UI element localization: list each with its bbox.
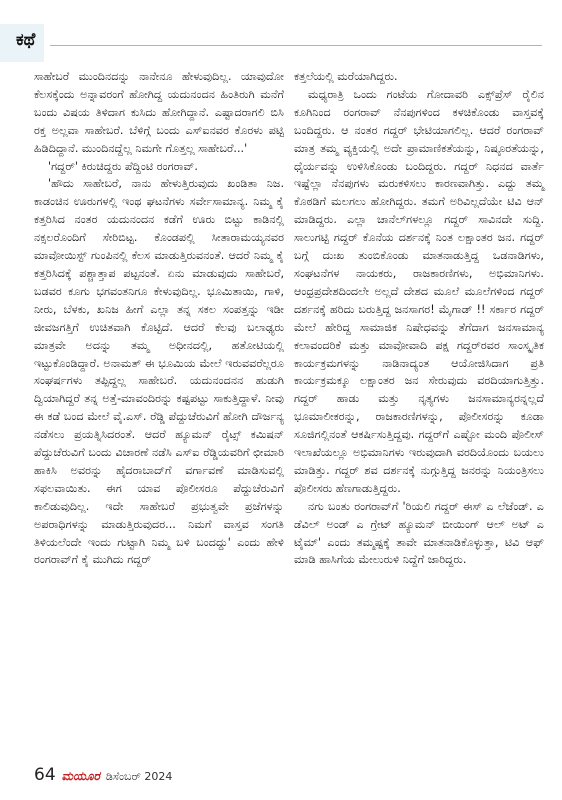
header-rule [50,45,542,46]
page-header [0,0,562,56]
page-footer [34,765,172,785]
story-paragraph: ಕತ್ತಲೆಯಲ್ಲಿ ಮರೆಯಾಗಿದ್ದರು. [294,70,398,83]
story-paragraph: ಸಾಹೇಬರೆ ಮುಂದಿನದನ್ನು ನಾನೇನೂ ಹೇಳುವುದಿಲ್ಲ. ಯಾವುದೋ ಕೆಲಸಕ್ಕೆಂದು ಅನ್ನಾವರಂಗೆ ಹೋಗಿದ್ದ ಯದುನಂದನ ಹಿಂತಿರುಗಿ ಮನೆಗೆ ಬಂದು ವಿಷಯ ತಿಳಿದಾಗ ಕುಸಿದು ಹೋಗಿದ್ದಾನೆ. ಎಷ್ಟಾದರಾಗಲಿ ಬಿಸಿ ರಕ್ತ ಅಲ್ಲವಾ ಸಾಹೇಬರೆ. ಬೆಳಿಗ್ಗೆ ಬಂದು ಎಸ್ಐನವರ ಕೊರಳು ಪಟ್ಟಿ ಹಿಡಿದಿದ್ದಾನೆ. ಮುಂದಿನದ್ದೆಲ್ಲ ನಿಮಗೇ ಗೊತ್ತಲ್ಲ ಸಾಹೇಬರೆ...' [34,70,284,155]
section-title: ಕಥೆ [16,30,36,50]
left-column [34,68,284,569]
story-paragraph: 'ಗದ್ದರ್' ಕಿರುಚಿದ್ದರು ಪೆದ್ದಿಂಟಿ ರಂಗರಾವ್. [48,159,198,173]
story-paragraph: ಮಧ್ಯರಾತ್ರಿ ಒಂದು ಗಂಟೆಯ ಗೋದಾವರಿ ಎಕ್ಸ್‌ಪ್ರೆಸ್ ರೈಲಿನ ಕೂಗಿನಿಂದ ರಂಗರಾವ್ ನೆನಪುಗಳಿಂದ ಕಳಚಿಕೊಂಡು ವಾಸ್ತವಕ್ಕೆ ಬಂದಿದ್ದರು. ಆ ನಂತರ ಗದ್ದರ್ ಭೇಟಿಯಾಗಲಿಲ್ಲ. ಆದರೆ ರಂಗರಾವ್ ಮಾತ್ರ ತಮ್ಮ ವ್ಯಕ್ತಿಯಲ್ಲಿ ಅದೇ ಪ್ರಾಮಾಣಿಕತೆಯನ್ನು, ನಿಷ್ಠೂರತೆಯನ್ನು, ಧೈರ್ಯವನ್ನು ಉಳಿಸಿಕೊಂಡು ಬಂದಿದ್ದರು. ಗದ್ದರ್ ನಿಧನದ ವಾರ್ತೆ ಇಷ್ಟೆಲ್ಲಾ ನೆನಪುಗಳು ಮರುಕಳಿಸಲು ಕಾರಣವಾಗಿತ್ತು. ಎದ್ದು ತಮ್ಮ ಕೊಠಡಿಗೆ ಮಲಗಲು ಹೋಗಿದ್ದರು. ತಮಗೆ ಅರಿವಿಲ್ಲದೆಯೇ ಟಿವಿ ಆನ್ ಮಾಡಿದ್ದರು. ಎಲ್ಲಾ ಚಾನೆಲ್‌ಗಳಲ್ಲೂ ಗದ್ದರ್ ಸಾವಿನದೇ ಸುದ್ದಿ. ಸಾಲುಗಟ್ಟಿ ಗದ್ದರ್ ಕೊನೆಯ ದರ್ಶನಕ್ಕೆ ನಿಂತ ಲಕ್ಷಾಂತರ ಜನ. ಗದ್ದರ್ ಬಗ್ಗೆ ದುಃಖ ತುಂಬಿಕೊಂಡು ಮಾತನಾಡುತ್ತಿದ್ದ ಒಡನಾಡಿಗಳು, ಸಂಘಟನೆಗಳ ನಾಯಕರು, ರಾಜಕಾರಣಿಗಳು, ಅಭಿಮಾನಿಗಳು. ಆಂಧ್ರಪ್ರದೇಶದಿಂದಲೇ ಅಲ್ಲದೆ ದೇಶದ ಮೂಲೆ ಮೂಲೆಗಳಿಂದ ಗದ್ದರ್ ದರ್ಶನಕ್ಕೆ ಹರಿದು ಬರುತ್ತಿದ್ದ ಜನಸಾಗರ! ಮೈಗಾಡ್ !! ಸರ್ಕಾರ ಗದ್ದರ್ ಮೇಲೆ ಹೇರಿದ್ದ ಸಾಮಾಜಿಕ ನಿಷೇಧವನ್ನು ತೆಗೆದಾಗ ಜನಸಾಮಾನ್ಯ ಕಲಾವಂದರಿಕೆ ಮತ್ತು ಮಾವೋವಾದಿ ಪಕ್ಷ ಗದ್ದರ್‌ರವರ ಸಾಂಸ್ಕೃತಿಕ ಕಾರ್ಯಕ್ರಮಗಳನ್ನು ನಾಡಿನಾದ್ಯಂತ ಆಯೋಜಿಸಿದಾಗ ಪ್ರತಿ ಕಾರ್ಯಕ್ರಮಕ್ಕೂ ಲಕ್ಷಾಂತರ ಜನ ಸೇರುವುದು ವರದಿಯಾಗುತ್ತಿತ್ತು. ಗದ್ದರ್ ಹಾಡು ಮತ್ತು ನೃತ್ಯಗಳು ಜನಸಾಮಾನ್ಯರನ್ನಲ್ಲದೆ ಭೂಮಾಲೀಕರನ್ನು, ರಾಜಕಾರಣಿಗಳನ್ನು, ಪೊಲೀಸರನ್ನು ಕೂಡಾ ಸೂಜಿಗಲ್ಲಿನಂತೆ ಆಕರ್ಷಿಸುತ್ತಿದ್ದವು. ಗದ್ದರ್‌ಗೆ ಎಷ್ಟೋ ಮಂದಿ ಪೊಲೀಸ್ ಇಲಾಖೆಯಲ್ಲೂ ಅಭಿಮಾನಿಗಳು ಇರುವುದಾಗಿ ವರದಿಯೊಂದು ಬಯಲು ಮಾಡಿತ್ತು. ಗದ್ದರ್ ಶವ ದರ್ಶನಕ್ಕೆ ನುಗ್ಗುತ್ತಿದ್ದ ಜನರನ್ನು ನಿಯಂತ್ರಿಸಲು ಪೊಲೀಸರು ಹೆಣಗಾಡುತ್ತಿದ್ದರು. [294,87,544,495]
magazine-logo: ಮಯೂರ [61,769,100,783]
right-column [294,68,544,569]
story-paragraph: ನಗು ಬಂತು ರಂಗರಾವ್‌ಗೆ 'ರಿಯಲಿ ಗದ್ದರ್ ಈಸ್ ಎ ಲೆಜೆಂಡ್. ಎ ಡೆವಿಲ್ ಅಂಡ್ ಎ ಗ್ರೇಟ್ ಹ್ಯೂಮನ್ ಬೀಯಿಂಗ್ ಆಲ್ ಅಟ್ ಎ ಟೈಮ್' ಎಂದು ತಮ್ಮಷ್ಟಕ್ಕೆ ತಾವೇ ಮಾತನಾಡಿಕೊಳ್ಳುತ್ತಾ, ಟಿವಿ ಆಫ್ ಮಾಡಿ ಹಾಸಿಗೆಯ ಮೇಲುರುಳಿ ನಿದ್ದೆಗೆ ಜಾರಿದ್ದರು. [294,499,544,567]
story-paragraph: 'ಹೌದು ಸಾಹೇಬರೆ, ನಾನು ಹೇಳುತ್ತಿರುವುದು ಖಂಡಿತಾ ನಿಜ. ಕಾಡಂಚಿನ ಊರುಗಳಲ್ಲಿ ಇಂಥ ಘಟನೆಗಳು ಸರ್ವೇಸಾಮಾನ್ಯ. ನಿಮ್ಮ ಕೈ ಕತ್ತರಿಸಿದ ನಂತರ ಯದುನಂದನ ಕಡೆಗೆ ಊರು ಬಿಟ್ಟು ಕಾಡಿನಲ್ಲಿ ನಕ್ಸಲರೊಂದಿಗೆ ಸೇರಿಬಿಟ್ಟ. ಕೊಂಡಪಲ್ಲಿ ಸೀತಾರಾಮಯ್ಯನವರ ಮಾವೋಯಿಸ್ಟ್ ಗುಂಪಿನಲ್ಲಿ ಕೆಲಸ ಮಾಡುತ್ತಿರುವನಂತೆ. ಆದರೆ ನಿಮ್ಮ ಕೈ ಕತ್ತರಿಸಿದಕ್ಕೆ ಪಶ್ಚಾತ್ತಾಪ ಪಟ್ಟನಂತೆ. ಏನು ಮಾಡುವುದು ಸಾಹೇಬರೆ, ಬಡವರ ಕೂಗು ಭಗವಂತನಿಗೂ ಕೇಳುವುದಿಲ್ಲ. ಭೂಮಿತಾಯಿ, ಗಾಳಿ, ನೀರು, ಬೆಳಕು, ಖನಿಜ ಹೀಗೆ ಎಲ್ಲಾ ತನ್ನ ಸಕಲ ಸಂಪತ್ತನ್ನು ಇಡೀ ಜೀವಜಗತ್ತಿಗೆ ಉಚಿತವಾಗಿ ಕೊಟ್ಟಿದೆ. ಆದರೆ ಕೆಲವು ಬಲಾಢ್ಯರು ಮಾತ್ರವೇ ಅದನ್ನು ತಮ್ಮ ಅಧೀನದಲ್ಲಿ, ಹತೋಟಿಯಲ್ಲಿ ಇಟ್ಟುಕೊಂಡಿದ್ದಾರೆ. ಅನಾಮತ್ ಈ ಭೂಮಿಯ ಮೇಲೆ ಇರುವವರೆಲ್ಲರೂ ಸಂಘರ್ಷಗಳು ತಪ್ಪಿದ್ದಲ್ಲ ಸಾಹೇಬರೆ. ಯದುನಂದನನ ಹುಡುಗಿ ದ್ವಿಯಾಗಿದ್ದರೆ ತನ್ನ ಅತ್ತೆ-ಮಾವಂದಿರನ್ನು ಕಷ್ಟಪಟ್ಟು ಸಾಕುತ್ತಿದ್ದಾಳೆ. ನೀವು ಈ ಕಡೆ ಬಂದ ಮೇಲೆ ವೈ.ಎಸ್. ರೆಡ್ಡಿ ಪೆದ್ದುಚೆರುವಿಗೆ ಹೋಗಿ ದೌರ್ಜನ್ಯ ನಡೆಸಲು ಪ್ರಯತ್ನಿಸಿದರಂತೆ. ಆದರೆ ಹ್ಯೂಮನ್ ರೈಟ್ಸ್ ಕಮಿಷನ್ ಪೆದ್ದುಚೆರುವಿಗೆ ಬಂದು ವಿಚಾರಣೆ ನಡೆಸಿ ಎಸ್ಐ ರೆಡ್ಡಿಯವರಿಗೆ ಛೀಮಾರಿ ಹಾಕಿಸಿ ಅವರನ್ನು ಹೈದರಾಬಾದ್‌ಗೆ ವರ್ಗಾವಣೆ ಮಾಡಿಸುವಲ್ಲಿ ಸಫಲವಾಯಿತು. ಈಗ ಯಾವ ಪೊಲೀಸರೂ ಪೆದ್ದುಚೆರುವಿಗೆ ಕಾಲಿಡುವುದಿಲ್ಲ. ಇದೇ ಸಾಹೇಬರೆ ಪ್ರಭುತ್ವವೇ ಪ್ರಜೆಗಳನ್ನು ಅಪರಾಧಿಗಳನ್ನು ಮಾಡುತ್ತಿರುವುದರ... ನಿಮಗೆ ವಾಸ್ತವ ಸಂಗತಿ ತಿಳಿಯಲೆಂದೇ ಇಂದು ಗುಟ್ಟಾಗಿ ನಿಮ್ಮ ಬಳಿ ಬಂದದ್ದು' ಎಂದು ಹೇಳಿ ರಂಗರಾವ್‌ಗೆ ಕೈ ಮುಗಿದು ಗದ್ದರ್ [34,177,284,567]
page-number: 64 [34,765,56,785]
issue-date: ಡಿಸೆಂಬರ್ 2024 [105,770,173,783]
